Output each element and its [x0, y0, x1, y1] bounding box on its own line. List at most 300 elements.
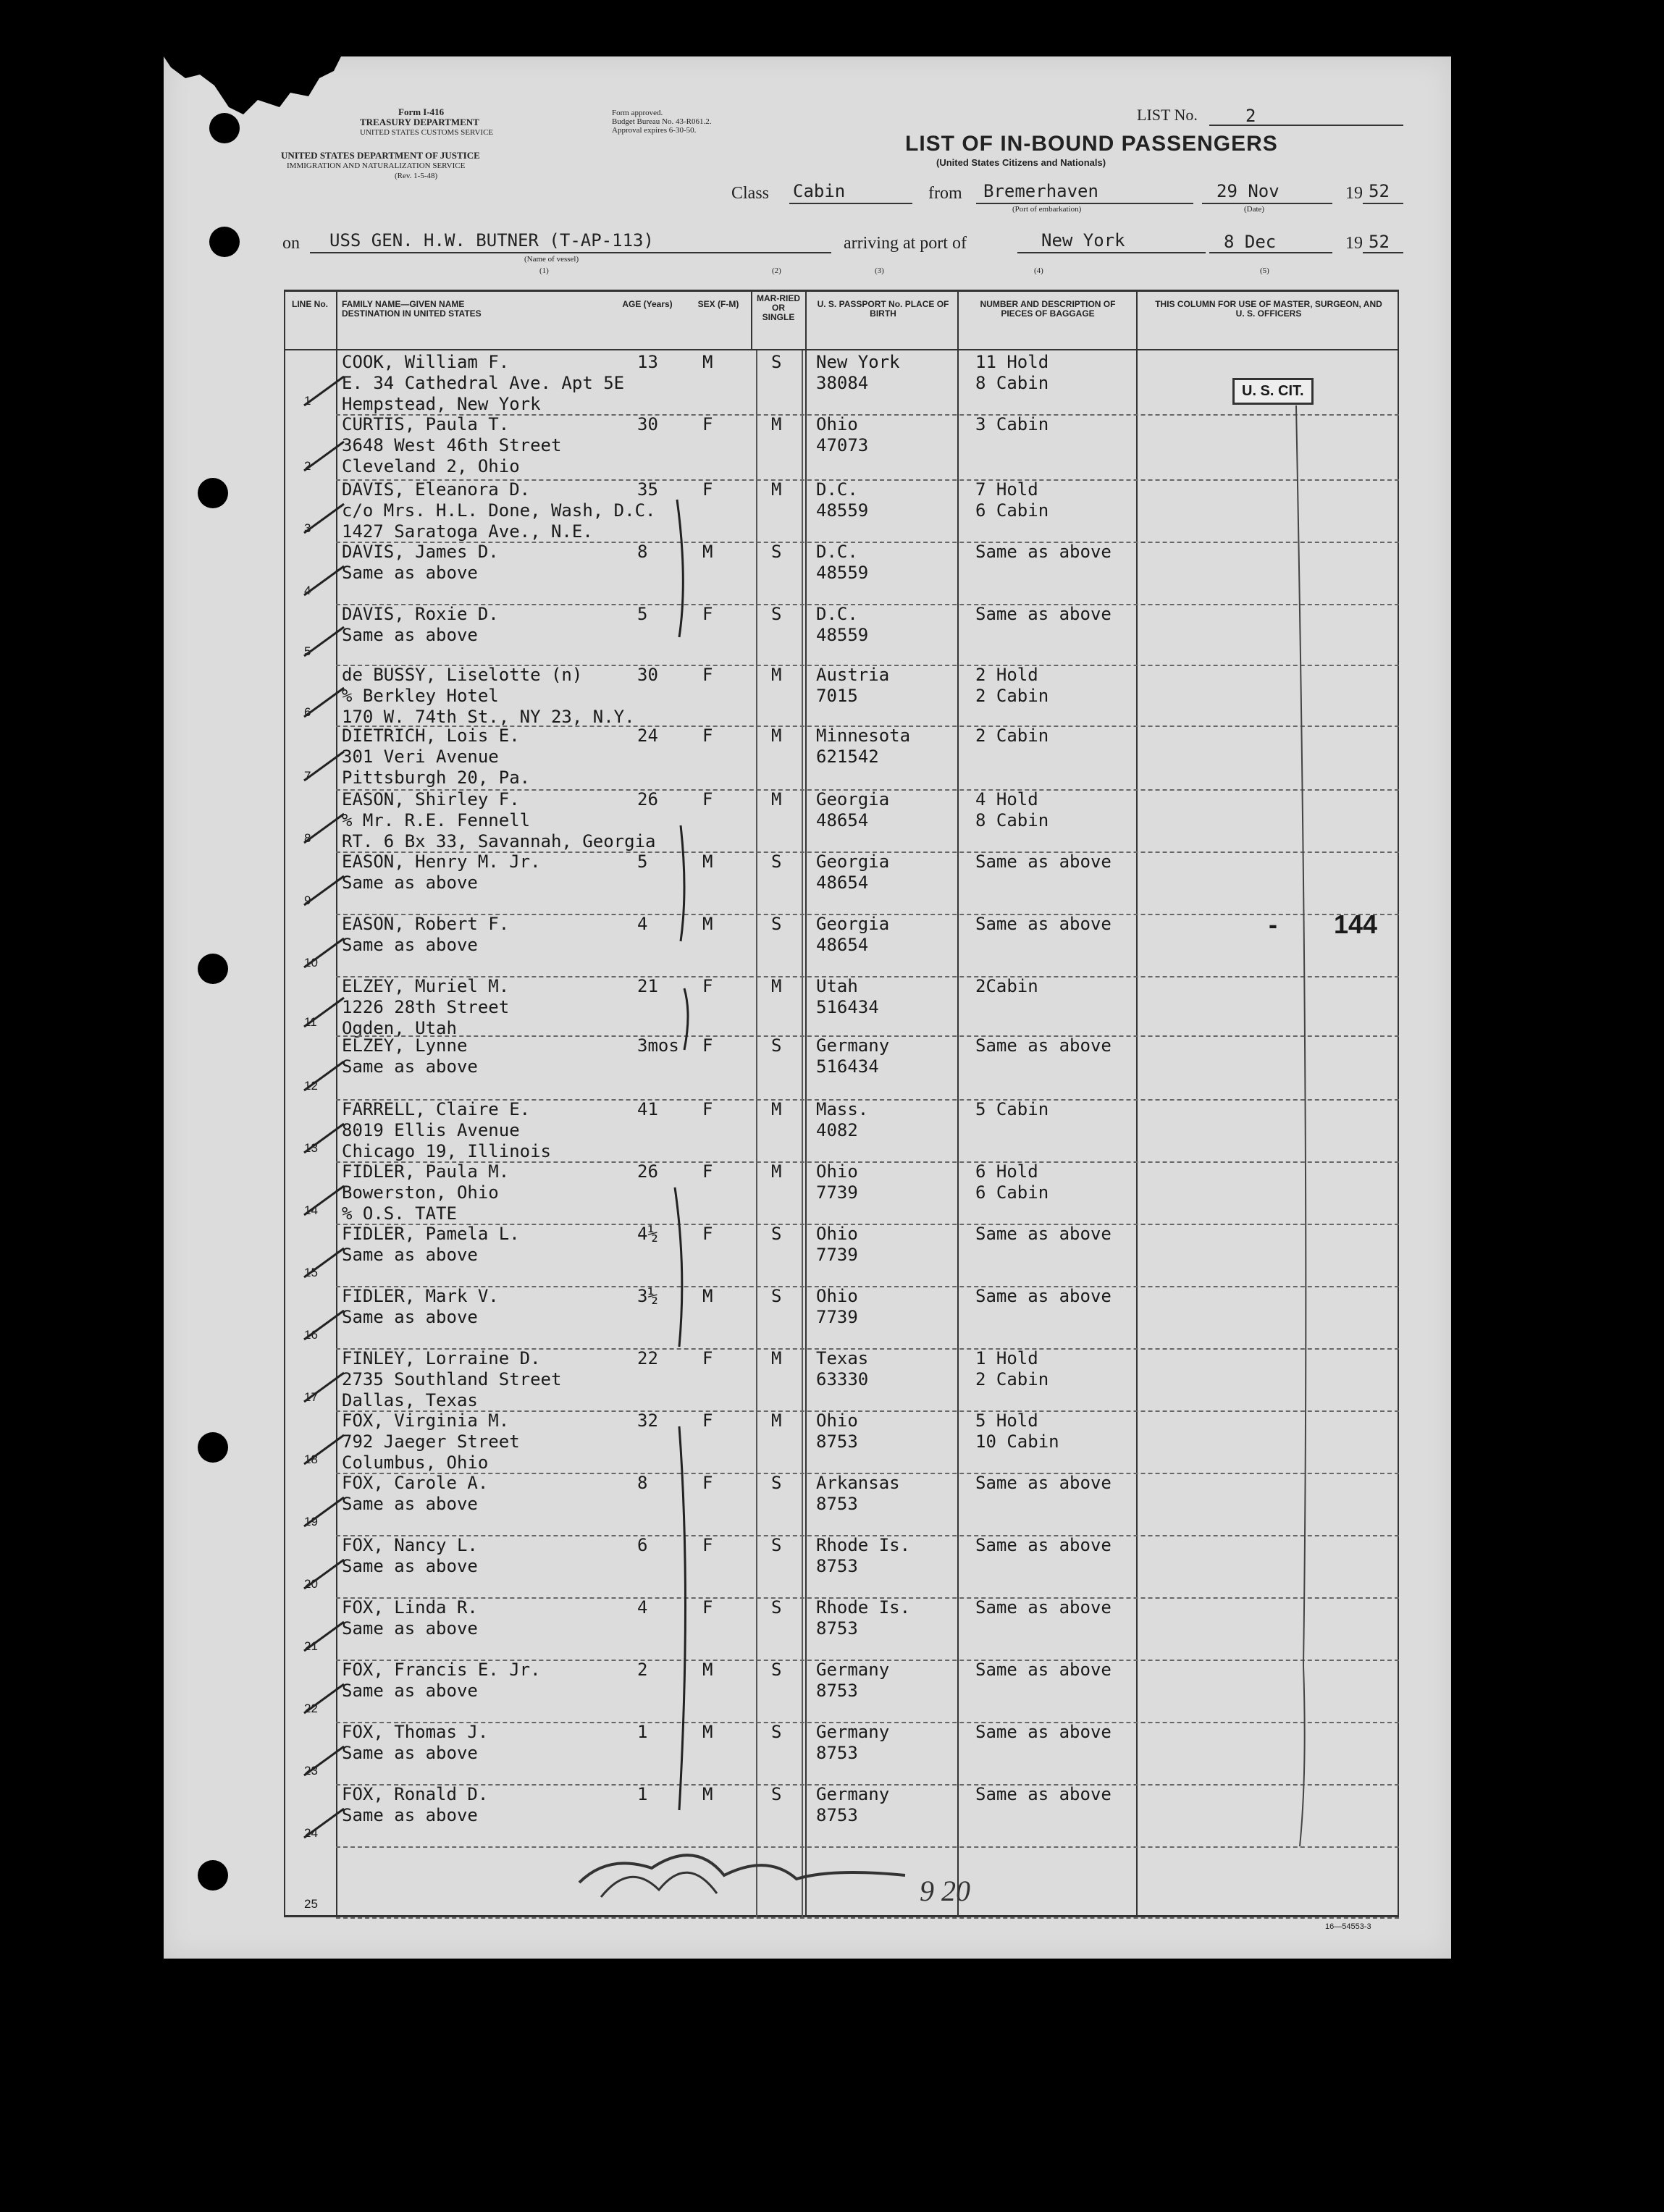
marital-status: S: [771, 604, 782, 624]
line-number: 1: [304, 394, 311, 408]
table-row: [284, 1597, 1399, 1660]
passport-number: 8753: [816, 1556, 858, 1576]
passenger-age: 6: [637, 1535, 648, 1555]
place-of-birth: New York: [816, 352, 900, 372]
passenger-address-line2: Ogden, Utah: [342, 1018, 457, 1038]
date-label: (Date): [1244, 205, 1265, 214]
line-number: 15: [304, 1266, 318, 1279]
baggage-line2: 8 Cabin: [975, 373, 1049, 393]
baggage-line1: 2 Hold: [975, 665, 1038, 685]
passenger-sex: F: [702, 1161, 713, 1182]
line-number: 6: [304, 705, 311, 719]
line-number: 18: [304, 1452, 318, 1466]
marital-status: M: [771, 1348, 782, 1368]
passenger-age: 1: [637, 1722, 648, 1742]
passenger-sex: F: [702, 1473, 713, 1493]
passport-number: 8753: [816, 1618, 858, 1639]
line-number: 8: [304, 831, 311, 845]
marital-status: S: [771, 1224, 782, 1244]
passenger-age: 26: [637, 789, 658, 809]
table-row: [284, 1099, 1399, 1161]
baggage-line1: Same as above: [975, 914, 1112, 934]
baggage-line1: 1 Hold: [975, 1348, 1038, 1368]
arrival-port-underline: [1017, 252, 1206, 253]
baggage-line2: 2 Cabin: [975, 1369, 1049, 1389]
table-row: [284, 1224, 1399, 1286]
arrival-year-prefix: 19: [1345, 234, 1363, 253]
place-of-birth: Minnesota: [816, 726, 911, 746]
baggage-line2: 10 Cabin: [975, 1431, 1059, 1452]
line-number: 11: [304, 1015, 317, 1029]
marital-status: M: [771, 414, 782, 434]
class-underline: [789, 203, 912, 204]
marital-status: S: [771, 1535, 782, 1555]
passport-number: 63330: [816, 1369, 869, 1389]
passenger-sex: F: [702, 414, 713, 434]
passenger-name: FOX, Francis E. Jr.: [342, 1660, 541, 1680]
baggage-line1: Same as above: [975, 1224, 1112, 1244]
passenger-address-line1: Same as above: [342, 1494, 478, 1514]
passenger-name: FIDLER, Mark V.: [342, 1286, 499, 1306]
form-approved: Form approved.: [612, 109, 663, 117]
col-header-age: AGE (Years): [622, 299, 673, 309]
passenger-address-line2: 1427 Saratoga Ave., N.E.: [342, 521, 593, 542]
passenger-address-line1: Same as above: [342, 625, 478, 645]
place-of-birth: Ohio: [816, 1410, 858, 1431]
marital-status: S: [771, 914, 782, 934]
place-of-birth: D.C.: [816, 542, 858, 562]
place-of-birth: Rhode Is.: [816, 1597, 911, 1618]
passenger-name: DAVIS, Eleanora D.: [342, 479, 531, 500]
place-of-birth: Utah: [816, 976, 858, 996]
passenger-address-line1: 2735 Southland Street: [342, 1369, 562, 1389]
baggage-line1: 11 Hold: [975, 352, 1049, 372]
passenger-sex: F: [702, 1348, 713, 1368]
table-row: [284, 1348, 1399, 1410]
passenger-address-line1: 792 Jaeger Street: [342, 1431, 520, 1452]
torn-corner: [164, 56, 352, 143]
baggage-line1: Same as above: [975, 1597, 1112, 1618]
passenger-sex: M: [702, 1722, 713, 1742]
revision: (Rev. 1-5-48): [395, 172, 438, 180]
from-label: from: [928, 184, 962, 203]
passport-number: 516434: [816, 997, 879, 1017]
passenger-name: de BUSSY, Liselotte (n): [342, 665, 583, 685]
document-subtitle: (United States Citizens and Nationals): [936, 157, 1106, 168]
passenger-name: COOK, William F.: [342, 352, 510, 372]
vessel-underline: [310, 252, 831, 253]
marital-status: S: [771, 1784, 782, 1804]
marital-status: S: [771, 1597, 782, 1618]
passenger-address-line1: Same as above: [342, 1307, 478, 1327]
passenger-age: 21: [637, 976, 658, 996]
passenger-sex: M: [702, 914, 713, 934]
punch-hole: [198, 954, 228, 984]
table-row: [284, 789, 1399, 851]
marital-status: M: [771, 1161, 782, 1182]
ins-label: IMMIGRATION AND NATURALIZATION SERVICE: [287, 161, 466, 170]
passenger-address-line1: Bowerston, Ohio: [342, 1182, 499, 1203]
col2-number: (2): [772, 266, 781, 275]
col-header-name: FAMILY NAME—GIVEN NAME DESTINATION IN UNITED STATES: [342, 299, 482, 319]
passenger-age: 22: [637, 1348, 658, 1368]
table-row: [284, 1410, 1399, 1473]
passenger-age: 41: [637, 1099, 658, 1119]
arrival-day: 8 Dec: [1224, 232, 1277, 252]
passenger-age: 5: [637, 604, 648, 624]
place-of-birth: Ohio: [816, 414, 858, 434]
passport-number: 47073: [816, 435, 869, 455]
place-of-birth: Ohio: [816, 1286, 858, 1306]
passenger-sex: M: [702, 542, 713, 562]
baggage-line1: 5 Cabin: [975, 1099, 1049, 1119]
baggage-line1: Same as above: [975, 542, 1112, 562]
line-number: 24: [304, 1826, 318, 1840]
passenger-sex: M: [702, 352, 713, 372]
col5-number: (5): [1260, 266, 1269, 275]
passport-number: 38084: [816, 373, 869, 393]
from-underline: [976, 203, 1193, 204]
passport-number: 8753: [816, 1681, 858, 1701]
marital-status: M: [771, 1099, 782, 1119]
passenger-address-line2: Columbus, Ohio: [342, 1452, 489, 1473]
passenger-age: 4: [637, 914, 648, 934]
table-row: [284, 665, 1399, 726]
baggage-line1: 2 Cabin: [975, 726, 1049, 746]
passenger-age: 24: [637, 726, 658, 746]
vessel-label: (Name of vessel): [524, 255, 579, 264]
line-number: 12: [304, 1079, 318, 1093]
line-number: 5: [304, 644, 311, 658]
marital-status: M: [771, 1410, 782, 1431]
col-header-passport: U. S. PASSPORT No. PLACE OF BIRTH: [817, 299, 949, 319]
depart-year-underline: [1363, 203, 1403, 204]
marital-status: S: [771, 1286, 782, 1306]
place-of-birth: Germany: [816, 1035, 890, 1056]
passenger-age: 35: [637, 479, 658, 500]
arriving-label: arriving at port of: [844, 234, 967, 253]
passenger-address-line2: Hempstead, New York: [342, 394, 541, 414]
baggage-line1: 7 Hold: [975, 479, 1038, 500]
punch-hole: [198, 1860, 228, 1891]
col-header-married: MAR-RIED OR SINGLE: [757, 293, 800, 322]
line-number: 21: [304, 1639, 318, 1653]
passenger-age: 4½: [637, 1224, 658, 1244]
passport-number: 48654: [816, 810, 869, 830]
passenger-name: CURTIS, Paula T.: [342, 414, 510, 434]
table-row: [284, 1784, 1399, 1846]
place-of-birth: Germany: [816, 1660, 890, 1680]
passport-number: 48559: [816, 563, 869, 583]
passenger-name: FIDLER, Pamela L.: [342, 1224, 520, 1244]
place-of-birth: D.C.: [816, 479, 858, 500]
baggage-line2: 6 Cabin: [975, 500, 1049, 521]
col1-number: (1): [539, 266, 549, 275]
marital-status: S: [771, 352, 782, 372]
passenger-name: FOX, Linda R.: [342, 1597, 478, 1618]
baggage-line1: 3 Cabin: [975, 414, 1049, 434]
passenger-address-line1: c/o Mrs. H.L. Done, Wash, D.C.: [342, 500, 656, 521]
depart-year: 52: [1369, 181, 1390, 201]
table-row: [284, 726, 1399, 789]
baggage-line1: Same as above: [975, 1660, 1112, 1680]
line-number: 3: [304, 521, 311, 535]
passenger-sex: F: [702, 1597, 713, 1618]
passenger-sex: F: [702, 1224, 713, 1244]
marital-status: S: [771, 542, 782, 562]
place-of-birth: Germany: [816, 1784, 890, 1804]
table-row: [284, 604, 1399, 665]
passenger-address-line2: RT. 6 Bx 33, Savannah, Georgia: [342, 831, 656, 851]
table-row: [284, 976, 1399, 1038]
passenger-age: 30: [637, 414, 658, 434]
passenger-address-line2: Dallas, Texas: [342, 1390, 478, 1410]
passenger-name: FOX, Carole A.: [342, 1473, 489, 1493]
passenger-address-line2: Pittsburgh 20, Pa.: [342, 768, 531, 788]
col-header-baggage: NUMBER AND DESCRIPTION OF PIECES OF BAGGAGE: [980, 299, 1116, 319]
col-header-line: LINE No.: [292, 299, 328, 309]
col3-number: (3): [875, 266, 884, 275]
passenger-age: 2: [637, 1660, 648, 1680]
passenger-sex: M: [702, 851, 713, 872]
marital-status: M: [771, 976, 782, 996]
baggage-line2: 6 Cabin: [975, 1182, 1049, 1203]
marital-status: M: [771, 789, 782, 809]
passport-number: 48559: [816, 500, 869, 521]
place-of-birth: D.C.: [816, 604, 858, 624]
baggage-line1: Same as above: [975, 851, 1112, 872]
passport-number: 4082: [816, 1120, 858, 1140]
passenger-address-line2: % O.S. TATE: [342, 1203, 457, 1224]
place-of-birth: Austria: [816, 665, 890, 685]
arrival-year-underline: [1363, 252, 1403, 253]
table-row: [284, 1035, 1399, 1099]
baggage-line1: Same as above: [975, 604, 1112, 624]
line-number: 23: [304, 1764, 318, 1778]
passenger-sex: F: [702, 479, 713, 500]
list-no-underline: [1209, 125, 1403, 126]
place-of-birth: Georgia: [816, 914, 890, 934]
passenger-sex: F: [702, 604, 713, 624]
table-row: [284, 1286, 1399, 1348]
table-row: [284, 1846, 1399, 1917]
punch-hole: [209, 113, 240, 143]
passenger-address-line1: E. 34 Cathedral Ave. Apt 5E: [342, 373, 625, 393]
baggage-line2: 8 Cabin: [975, 810, 1049, 830]
col-header-sex: SEX (F-M): [697, 299, 739, 309]
row-separator: [336, 1917, 1399, 1919]
col-header-officers: THIS COLUMN FOR USE OF MASTER, SURGEON, AND U. S. OFFICERS: [1155, 299, 1382, 319]
table-row: [284, 1535, 1399, 1597]
passenger-sex: F: [702, 726, 713, 746]
passenger-sex: F: [702, 665, 713, 685]
line-number: 7: [304, 769, 311, 783]
class-value: Cabin: [793, 181, 846, 201]
passenger-address-line1: Same as above: [342, 563, 478, 583]
arrival-port: New York: [1041, 230, 1125, 251]
passenger-name: DAVIS, Roxie D.: [342, 604, 499, 624]
baggage-line1: 4 Hold: [975, 789, 1038, 809]
passenger-sex: F: [702, 1099, 713, 1119]
handwritten-note: 9 20: [920, 1875, 970, 1907]
on-label: on: [282, 234, 300, 253]
line-number: 14: [304, 1203, 318, 1217]
marital-status: M: [771, 665, 782, 685]
passenger-sex: M: [702, 1660, 713, 1680]
baggage-line1: 5 Hold: [975, 1410, 1038, 1431]
table-row: [284, 914, 1399, 976]
passenger-address-line1: 1226 28th Street: [342, 997, 510, 1017]
passenger-name: FINLEY, Lorraine D.: [342, 1348, 541, 1368]
place-of-birth: Mass.: [816, 1099, 869, 1119]
passport-number: 7739: [816, 1245, 858, 1265]
passenger-age: 8: [637, 1473, 648, 1493]
marital-status: M: [771, 726, 782, 746]
list-no-label: LIST No.: [1137, 106, 1198, 124]
place-of-birth: Germany: [816, 1722, 890, 1742]
passenger-address-line1: Same as above: [342, 1743, 478, 1763]
table-row: [284, 414, 1399, 479]
passenger-address-line1: Same as above: [342, 1556, 478, 1576]
place-of-birth: Ohio: [816, 1224, 858, 1244]
passenger-name: EASON, Henry M. Jr.: [342, 851, 541, 872]
baggage-line1: Same as above: [975, 1035, 1112, 1056]
us-citizen-stamp: U. S. CIT.: [1232, 378, 1314, 405]
passenger-address-line1: 3648 West 46th Street: [342, 435, 562, 455]
passenger-address-line1: Same as above: [342, 872, 478, 893]
port-embark-label: (Port of embarkation): [1012, 205, 1082, 214]
passenger-age: 30: [637, 665, 658, 685]
customs-service: UNITED STATES CUSTOMS SERVICE: [360, 128, 494, 137]
passport-number: 8753: [816, 1494, 858, 1514]
place-of-birth: Georgia: [816, 851, 890, 872]
passenger-sex: F: [702, 1535, 713, 1555]
passenger-age: 5: [637, 851, 648, 872]
passport-number: 48654: [816, 872, 869, 893]
depart-year-prefix: 19: [1345, 184, 1363, 203]
arrival-year: 52: [1369, 232, 1390, 252]
passenger-address-line2: Chicago 19, Illinois: [342, 1141, 551, 1161]
passenger-name: FARRELL, Claire E.: [342, 1099, 531, 1119]
baggage-line1: Same as above: [975, 1535, 1112, 1555]
passport-number: 7739: [816, 1307, 858, 1327]
line-number: 13: [304, 1141, 318, 1155]
passenger-sex: F: [702, 1035, 713, 1056]
line-number: 9: [304, 893, 311, 907]
passport-number: 8753: [816, 1431, 858, 1452]
arrival-date-underline: [1209, 252, 1332, 253]
approval-expires: Approval expires 6-30-50.: [612, 126, 697, 135]
passenger-name: FIDLER, Paula M.: [342, 1161, 510, 1182]
passport-number: 621542: [816, 747, 879, 767]
table-row: [284, 1161, 1399, 1224]
marital-status: S: [771, 1035, 782, 1056]
passenger-address-line1: Same as above: [342, 1681, 478, 1701]
line-number: 4: [304, 584, 311, 597]
line-number: 25: [304, 1897, 318, 1911]
table-row: [284, 1722, 1399, 1784]
passenger-age: 1: [637, 1784, 648, 1804]
passenger-name: EASON, Robert F.: [342, 914, 510, 934]
form-number: Form I-416: [398, 106, 445, 117]
passenger-name: EASON, Shirley F.: [342, 789, 520, 809]
passport-number: 8753: [816, 1743, 858, 1763]
line-number: 16: [304, 1328, 318, 1342]
passenger-sex: F: [702, 1410, 713, 1431]
passenger-age: 13: [637, 352, 658, 372]
place-of-birth: Ohio: [816, 1161, 858, 1182]
passenger-age: 26: [637, 1161, 658, 1182]
line-number: 17: [304, 1390, 318, 1404]
punch-hole: [198, 1432, 228, 1463]
passport-number: 516434: [816, 1056, 879, 1077]
marital-status: S: [771, 1722, 782, 1742]
passenger-table: [284, 290, 1399, 1917]
marital-status: S: [771, 1660, 782, 1680]
passenger-address-line1: Same as above: [342, 1805, 478, 1825]
place-of-birth: Rhode Is.: [816, 1535, 911, 1555]
tally-number: 144: [1334, 909, 1378, 939]
footer-code: 16—54553-3: [1325, 1922, 1371, 1931]
vessel-name: USS GEN. H.W. BUTNER (T-AP-113): [329, 230, 654, 251]
passport-number: 7015: [816, 686, 858, 706]
punch-hole: [209, 227, 240, 257]
place-of-birth: Georgia: [816, 789, 890, 809]
document-title: LIST OF IN-BOUND PASSENGERS: [905, 132, 1278, 156]
marital-status: S: [771, 1473, 782, 1493]
passenger-sex: M: [702, 1286, 713, 1306]
budget-bureau: Budget Bureau No. 43-R061.2.: [612, 117, 712, 126]
place-of-birth: Arkansas: [816, 1473, 900, 1493]
passenger-address-line1: Same as above: [342, 1056, 478, 1077]
treasury-dept: TREASURY DEPARTMENT: [360, 117, 479, 127]
tally-dash: -: [1269, 909, 1277, 939]
baggage-line1: 2Cabin: [975, 976, 1038, 996]
line-number: 22: [304, 1702, 318, 1715]
table-row: [284, 352, 1399, 414]
passenger-name: FOX, Ronald D.: [342, 1784, 489, 1804]
passport-number: 48559: [816, 625, 869, 645]
col4-number: (4): [1034, 266, 1043, 275]
justice-dept: UNITED STATES DEPARTMENT OF JUSTICE: [281, 150, 480, 161]
passenger-name: DIETRICH, Lois E.: [342, 726, 520, 746]
marital-status: M: [771, 479, 782, 500]
from-value: Bremerhaven: [983, 181, 1098, 201]
marital-status: S: [771, 851, 782, 872]
passenger-name: ELZEY, Lynne: [342, 1035, 468, 1056]
passenger-age: 3½: [637, 1286, 658, 1306]
class-label: Class: [731, 184, 770, 203]
place-of-birth: Texas: [816, 1348, 869, 1368]
line-number: 2: [304, 459, 311, 473]
passport-number: 48654: [816, 935, 869, 955]
baggage-line1: Same as above: [975, 1722, 1112, 1742]
passenger-address-line2: 170 W. 74th St., NY 23, N.Y.: [342, 707, 635, 727]
passenger-address-line1: % Berkley Hotel: [342, 686, 499, 706]
table-row: [284, 851, 1399, 914]
passenger-address-line1: 301 Veri Avenue: [342, 747, 499, 767]
passenger-sex: F: [702, 789, 713, 809]
line-number: 20: [304, 1577, 318, 1591]
passenger-name: DAVIS, James D.: [342, 542, 499, 562]
line-number: 19: [304, 1515, 318, 1528]
table-row: [284, 542, 1399, 604]
passenger-age: 8: [637, 542, 648, 562]
passenger-address-line1: % Mr. R.E. Fennell: [342, 810, 531, 830]
baggage-line1: Same as above: [975, 1286, 1112, 1306]
baggage-line1: Same as above: [975, 1473, 1112, 1493]
baggage-line1: 6 Hold: [975, 1161, 1038, 1182]
